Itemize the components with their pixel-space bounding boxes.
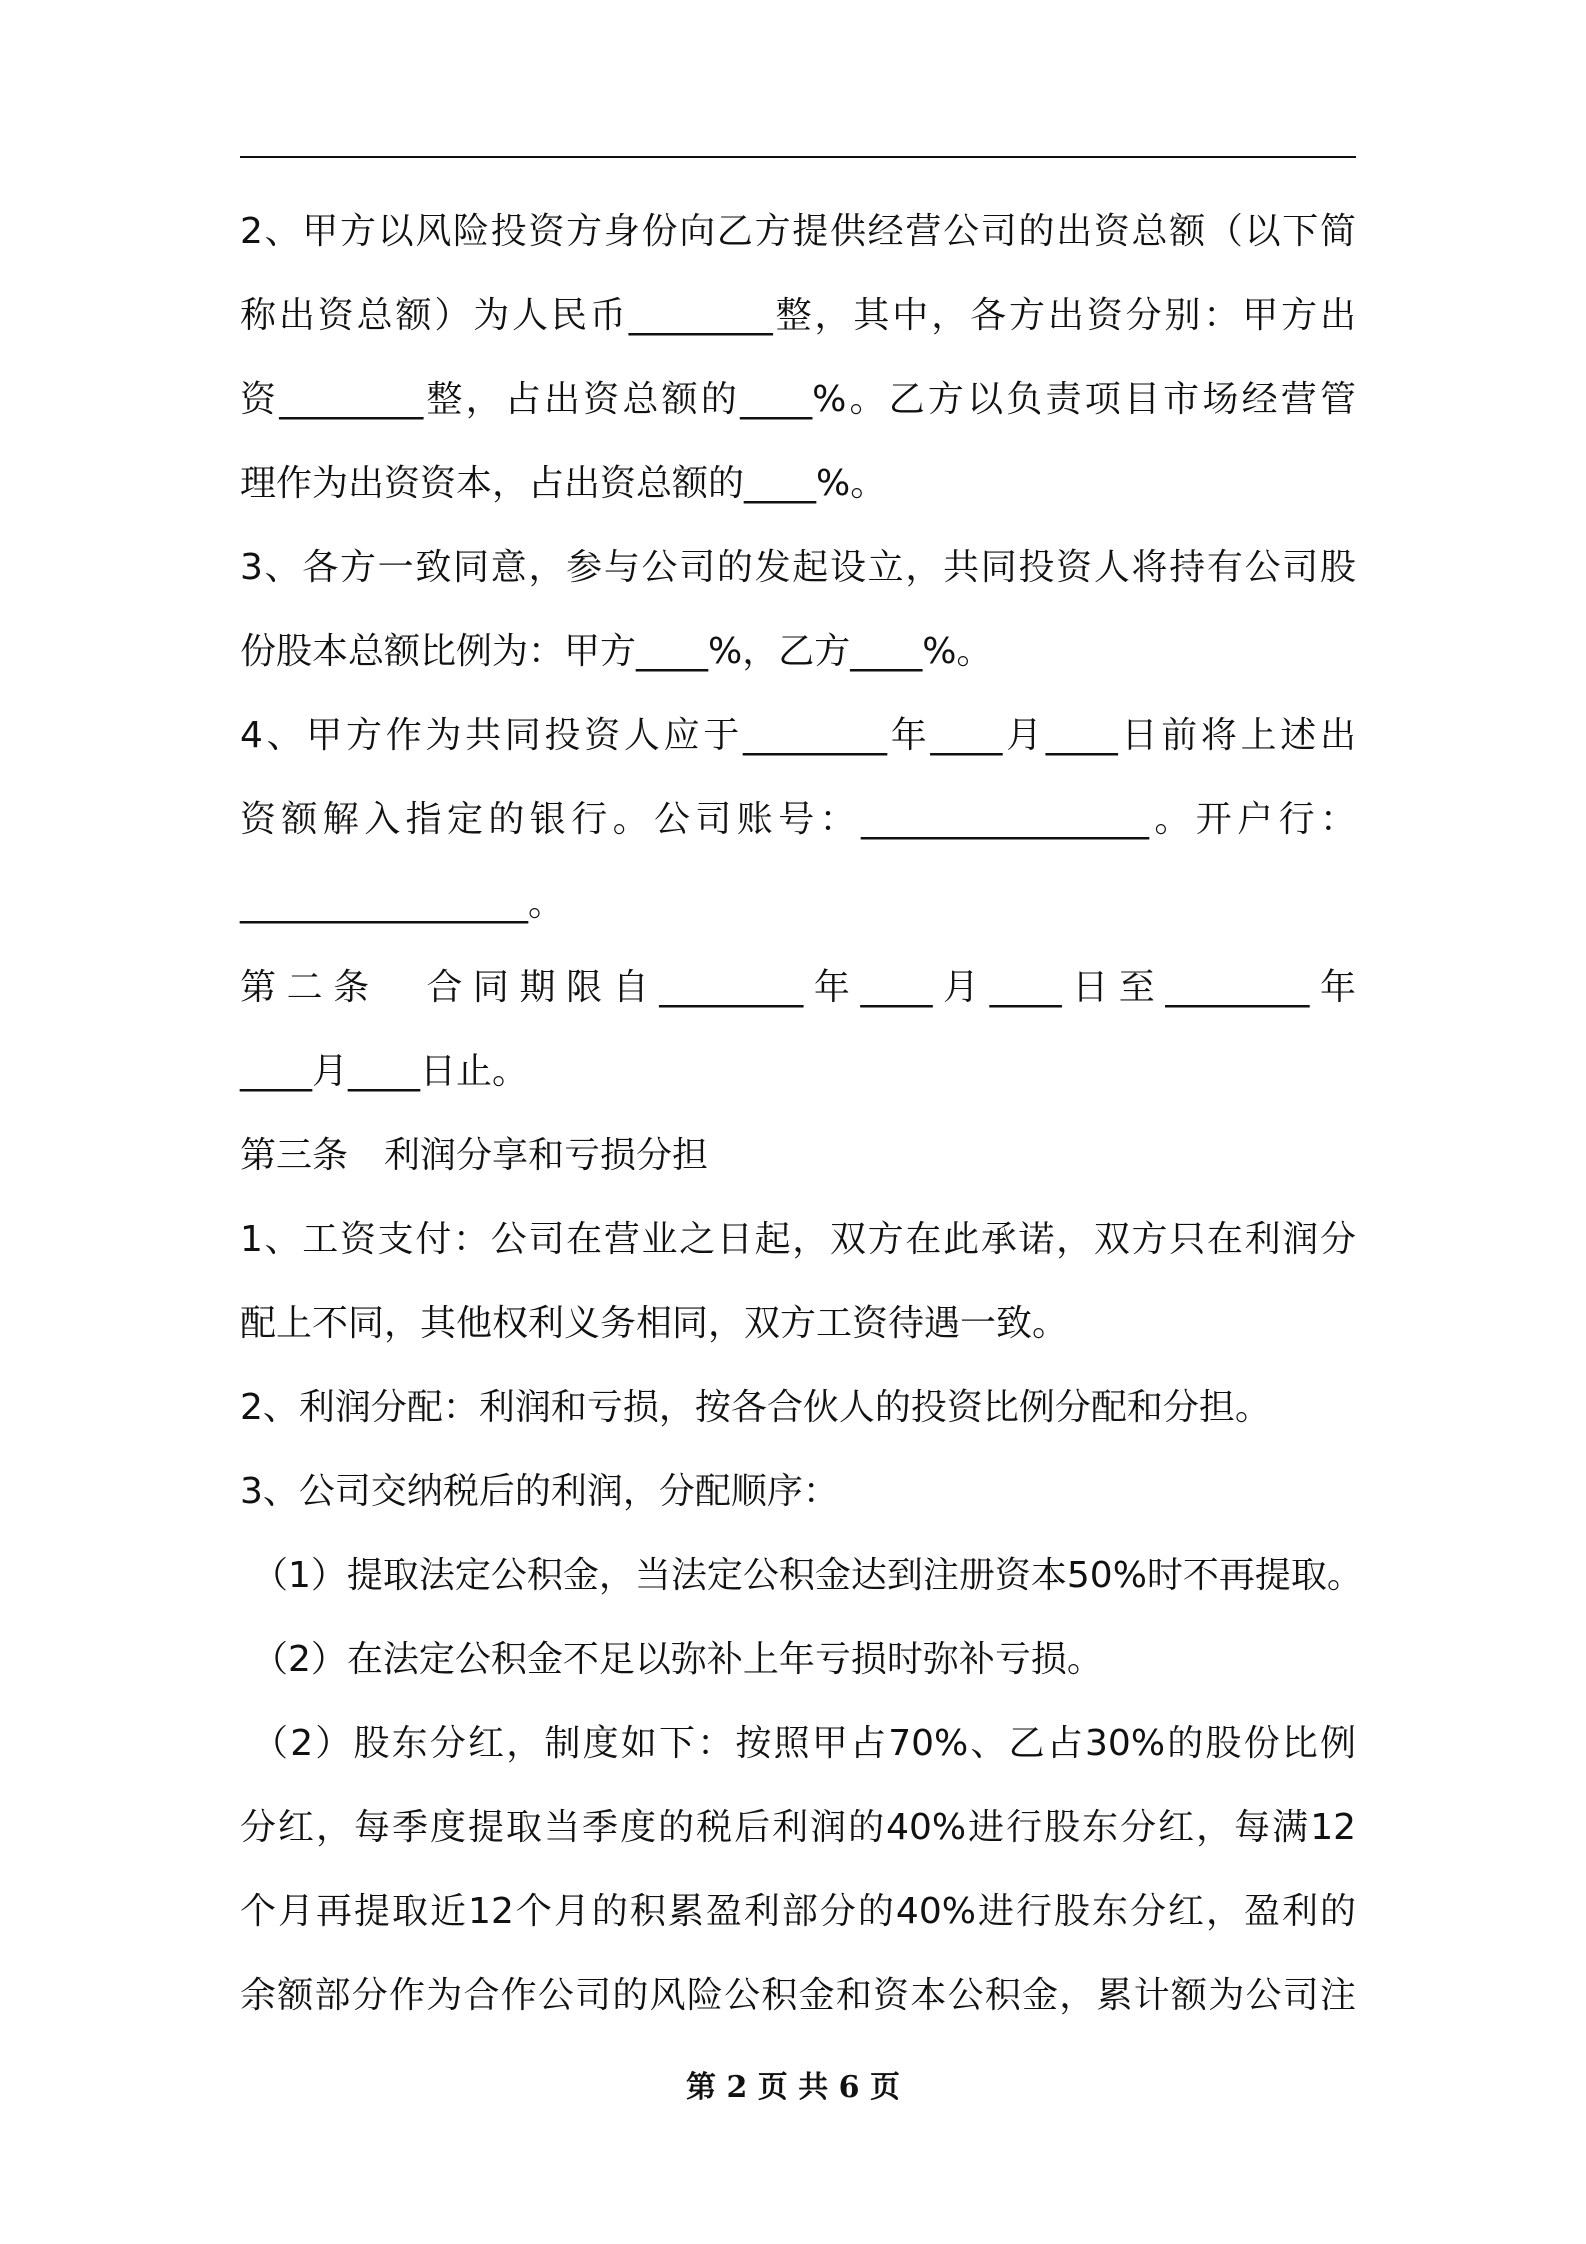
text-line-6: 份股本总额比例为：甲方____%，乙方____%。 [240, 631, 993, 672]
text-line-18: （2）在法定公积金不足以弥补上年亏损时弥补亏损。 [252, 1639, 1103, 1680]
text-line-22: 余额部分作为合作公司的风险公积金和资本公积金，累计额为公司注 [240, 1975, 1356, 2016]
text-line-4: 理作为出资资本，占出资总额的____%。 [240, 463, 887, 504]
document-body [240, 190, 1363, 2038]
text-line-20: 分红，每季度提取当季度的税后利润的40%进行股东分红，每满12 [240, 1807, 1356, 1848]
text-line-8: 资额解入指定的银行。公司账号：________________。开户行： [240, 799, 1356, 840]
text-line-11: ____月____日止。 [240, 1051, 529, 1092]
page-number: 第 2 页 共 6 页 [686, 2070, 900, 2105]
text-line-1: 2、甲方以风险投资方身份向乙方提供经营公司的出资总额（以下简 [240, 211, 1356, 252]
article-3-heading: 第三条 利润分享和亏损分担 [240, 1135, 709, 1176]
header-rule [240, 156, 1356, 158]
article-2-heading: 第二条 合同期限自________年____月____日至________年 [240, 967, 1356, 1008]
text-line-7: 4、甲方作为共同投资人应于________年____月____日前将上述出 [240, 715, 1356, 756]
text-line-15: 2、利润分配：利润和亏损，按各合伙人的投资比例分配和分担。 [240, 1387, 1271, 1428]
text-line-3: 资________整，占出资总额的____%。乙方以负责项目市场经营管 [240, 379, 1356, 420]
text-line-9: ________________。 [240, 883, 564, 924]
text-line-13: 1、工资支付：公司在营业之日起，双方在此承诺，双方只在利润分 [240, 1219, 1356, 1260]
text-line-14: 配上不同，其他权利义务相同，双方工资待遇一致。 [240, 1303, 1069, 1344]
text-line-21: 个月再提取近12个月的积累盈利部分的40%进行股东分红，盈利的 [240, 1891, 1356, 1932]
text-line-5: 3、各方一致同意，参与公司的发起设立，共同投资人将持有公司股 [240, 547, 1356, 588]
text-line-19: （2）股东分红，制度如下：按照甲占70%、乙占30%的股份比例 [252, 1723, 1356, 1764]
text-line-17: （1）提取法定公积金，当法定公积金达到注册资本50%时不再提取。 [252, 1555, 1363, 1596]
text-line-2: 称出资总额）为人民币________整，其中，各方出资分别：甲方出 [240, 295, 1356, 336]
text-line-16: 3、公司交纳税后的利润，分配顺序： [240, 1471, 839, 1512]
